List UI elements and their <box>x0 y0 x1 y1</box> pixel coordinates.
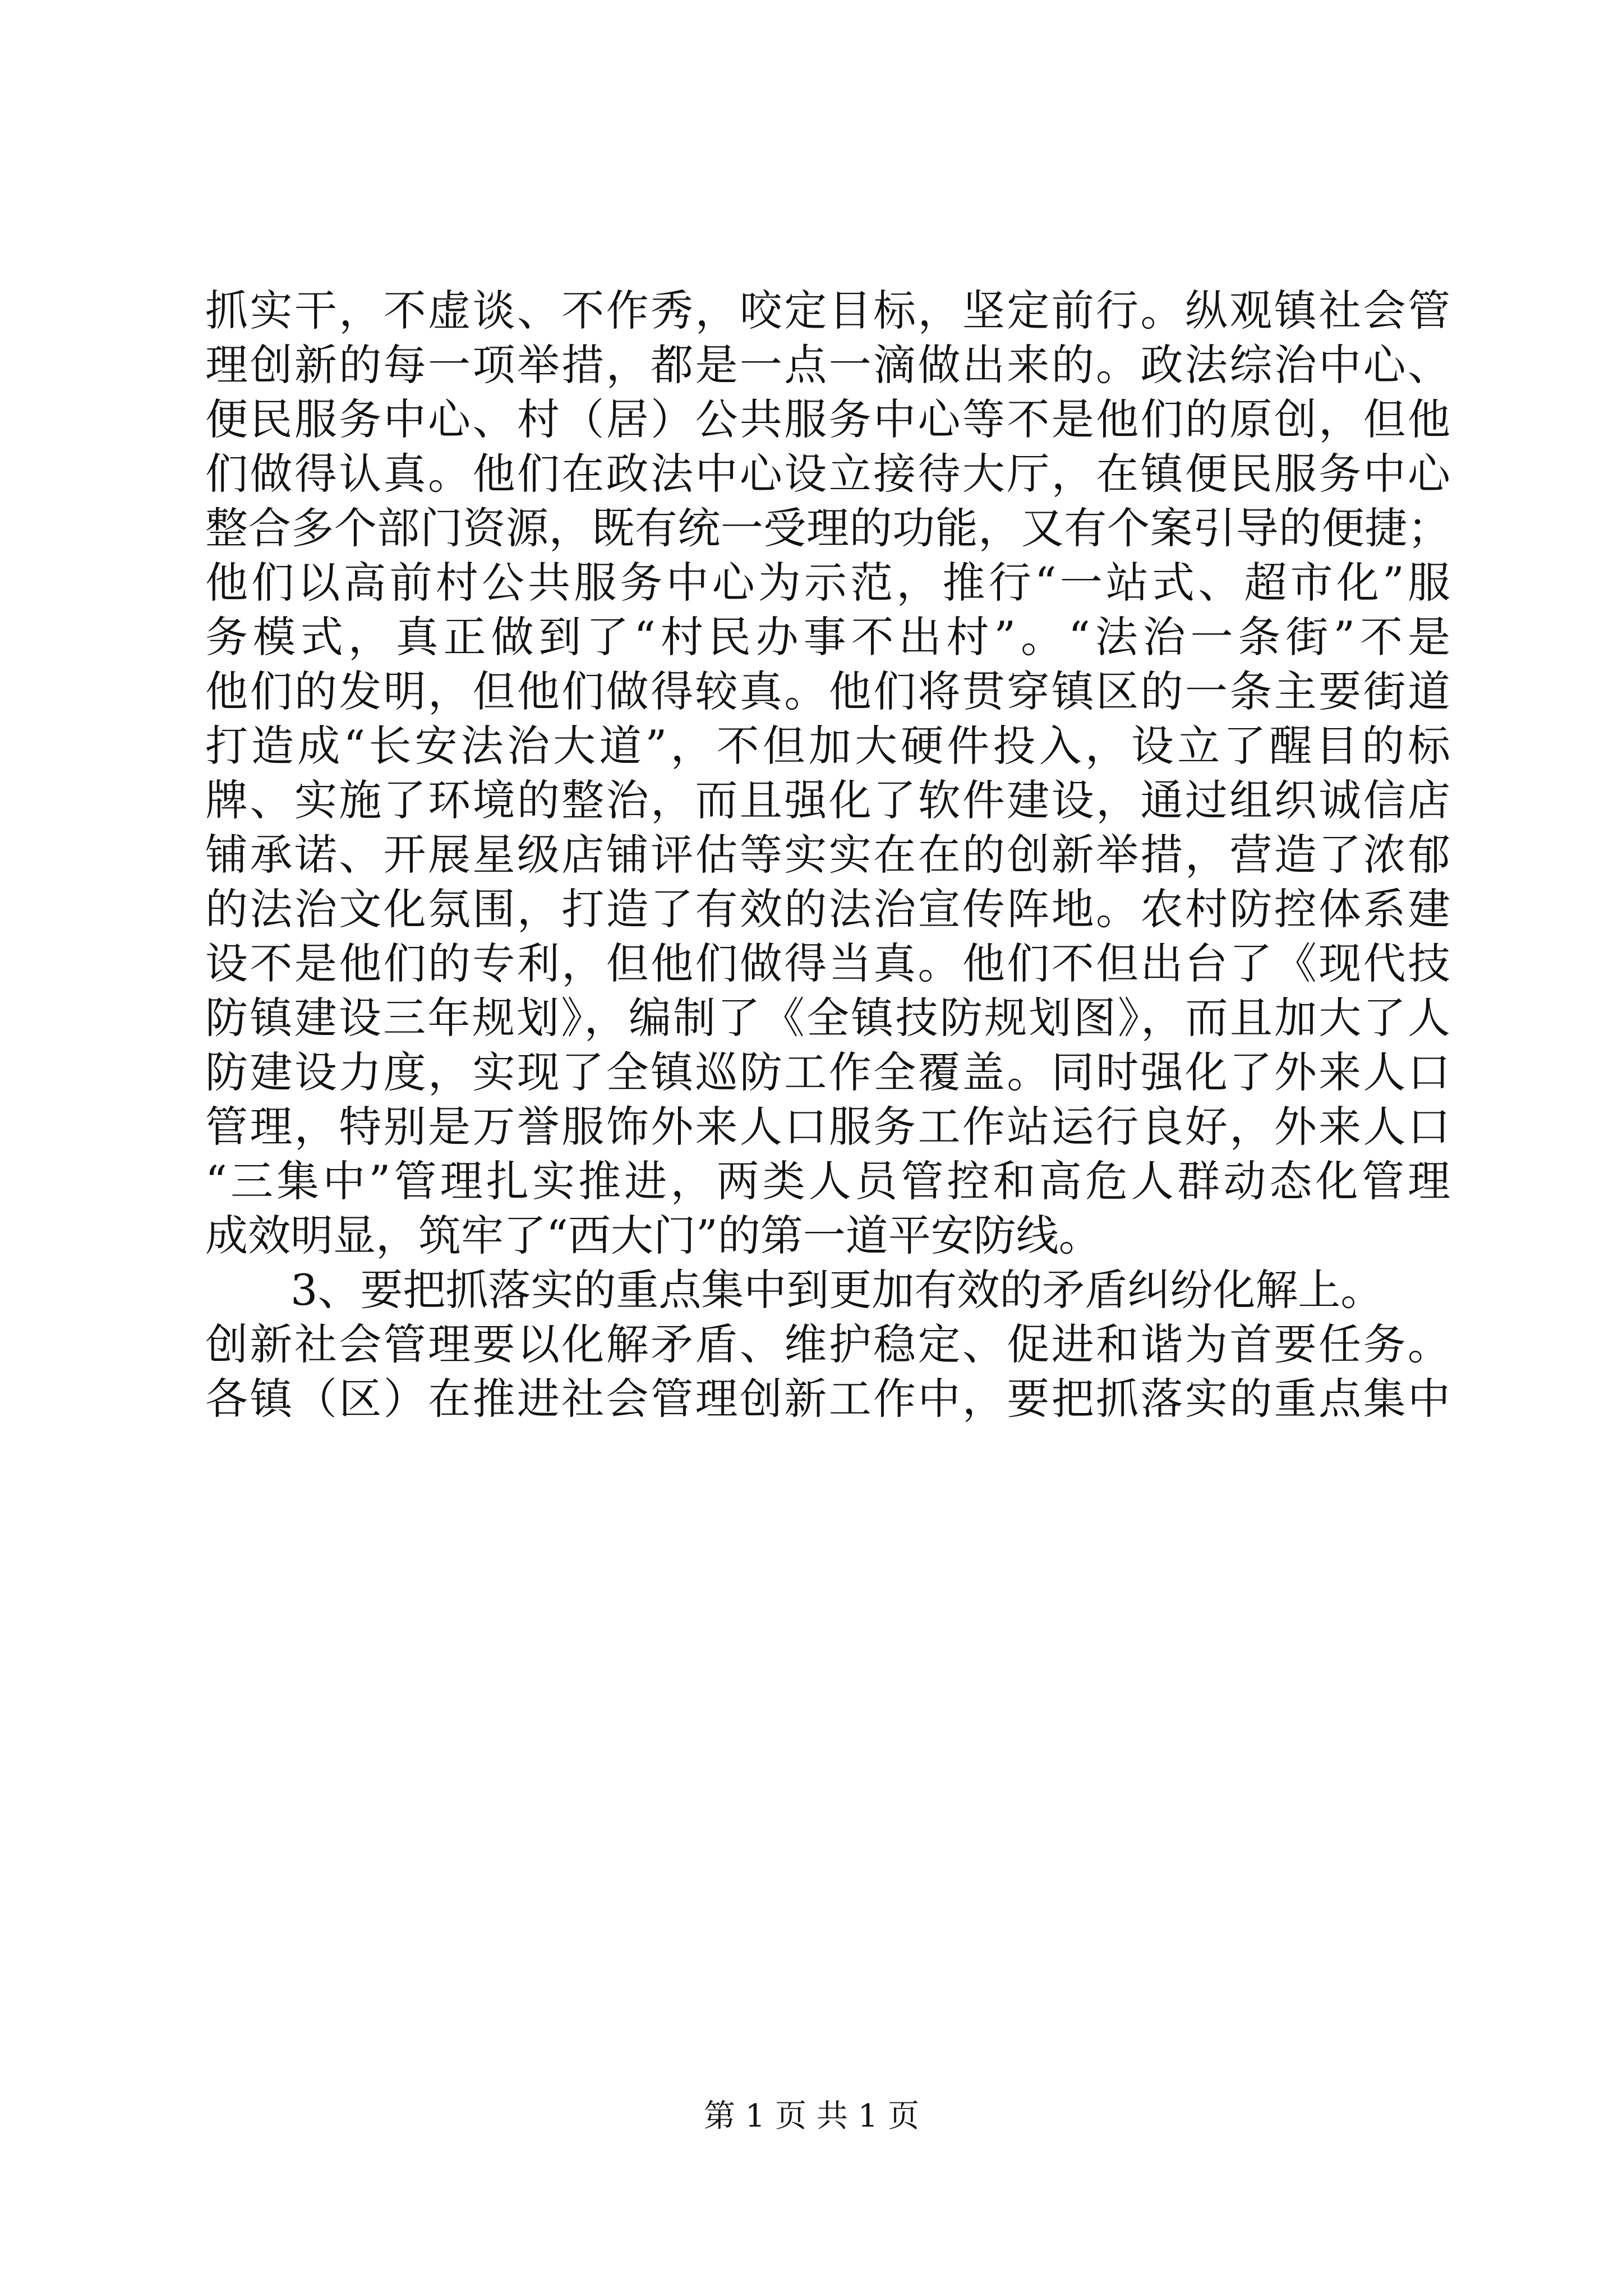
section-heading-line: 3、要把抓落实的重点集中到更加有效的矛盾纠纷化解上。 <box>291 1265 1384 1315</box>
text-line: 铺承诺、开展星级店铺评估等实实在在的创新举措，营造了浓郁 <box>205 830 1450 880</box>
text-line: 便民服务中心、村（居）公共服务中心等不是他们的原创，但他 <box>205 394 1450 444</box>
text-line: 防建设力度，实现了全镇巡防工作全覆盖。同时强化了外来人口 <box>205 1047 1450 1097</box>
text-line: 抓实干，不虚谈、不作秀，咬定目标，坚定前行。纵观镇社会管 <box>205 286 1450 335</box>
text-line: 设不是他们的专利，但他们做得当真。他们不但出台了《现代技 <box>205 938 1450 988</box>
text-line: 他们的发明，但他们做得较真。他们将贯穿镇区的一条主要街道 <box>205 666 1450 716</box>
text-line: 管理，特别是万誉服饰外来人口服务工作站运行良好，外来人口 <box>205 1102 1450 1152</box>
body-text <box>205 283 1450 1426</box>
text-line: 整合多个部门资源，既有统一受理的功能，又有个案引导的便捷； <box>205 503 1450 553</box>
text-line: 创新社会管理要以化解矛盾、维护稳定、促进和谐为首要任务。 <box>205 1319 1450 1369</box>
text-line: 各镇（区）在推进社会管理创新工作中，要把抓落实的重点集中 <box>205 1374 1450 1424</box>
text-line: 他们以高前村公共服务中心为示范，推行“一站式、超市化”服 <box>205 558 1450 608</box>
text-line: 防镇建设三年规划》，编制了《全镇技防规划图》，而且加大了人 <box>205 993 1450 1043</box>
text-line: 务模式，真正做到了“村民办事不出村”。“法治一条街”不是 <box>205 612 1450 662</box>
text-line: 牌、实施了环境的整治，而且强化了软件建设，通过组织诚信店 <box>205 775 1450 825</box>
page-footer <box>0 2097 1623 2136</box>
text-line: 们做得认真。他们在政法中心设立接待大厅，在镇便民服务中心 <box>205 449 1450 499</box>
text-line: 打造成“长安法治大道”，不但加大硬件投入，设立了醒目的标 <box>205 721 1450 771</box>
text-line: 成效明显，筑牢了“西大门”的第一道平安防线。 <box>205 1211 1101 1260</box>
page-number: 第 1 页 共 1 页 <box>703 2098 920 2134</box>
text-line: 理创新的每一项举措，都是一点一滴做出来的。政法综治中心、 <box>205 340 1450 390</box>
text-line: 的法治文化氛围，打造了有效的法治宣传阵地。农村防控体系建 <box>205 884 1450 934</box>
text-line: “三集中”管理扎实推进，两类人员管控和高危人群动态化管理 <box>205 1156 1450 1206</box>
